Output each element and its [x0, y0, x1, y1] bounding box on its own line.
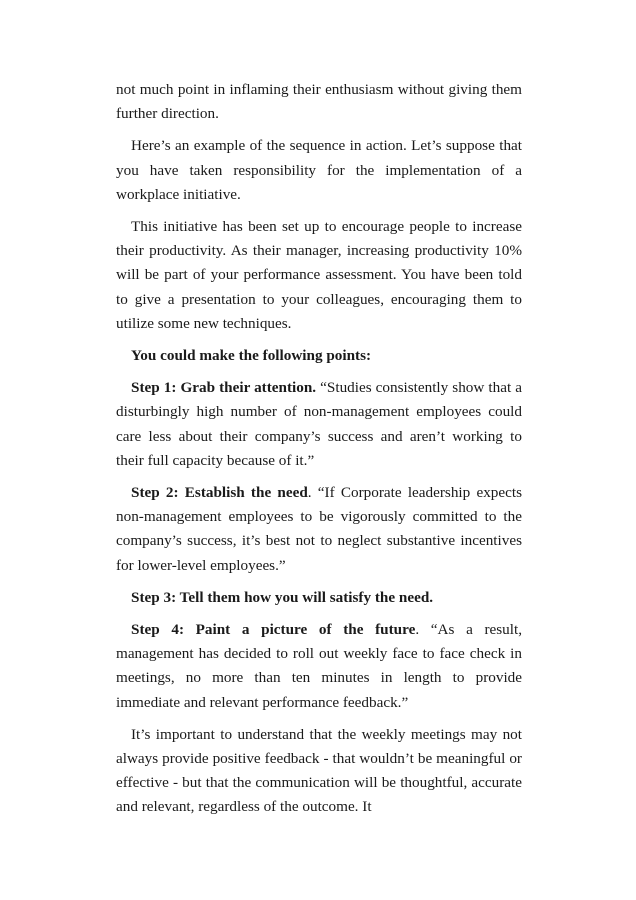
step-3-label: Step 3: Tell them how you will satisfy the need. — [131, 588, 434, 606]
step-1-label: Step 1: Grab their attention. — [131, 379, 317, 397]
points-heading: You could make the following points: — [131, 347, 372, 365]
step-4-label: Step 4: Paint a picture of the future — [131, 621, 416, 639]
step-1-text: “Studies consistently show that a disturbingly high number of non-management employees could care less about their company’s success and aren’t working to their full capacity because of it.” — [116, 379, 522, 469]
step-2-label: Step 2: Establish the need — [131, 484, 308, 502]
paragraph-important: It’s important to understand that the weekly meetings may not always provide positive feedback - that wouldn’t be meaningful or effective - but that the communication will be thoughtful, accurate and relevant, regardless of the outcome. It — [116, 725, 522, 816]
step-2-paragraph — [116, 481, 522, 578]
body-text — [116, 78, 522, 828]
paragraph-initiative: This initiative has been set up to encourage people to increase their productivity. As their manager, increasing productivity 10% will be part of your performance assessment. You have been told to give a presentation to your colleagues, encouraging them to utilize some new techniques. — [116, 218, 522, 332]
paragraph-continued: not much point in inflaming their enthusiasm without giving them further direction. — [116, 81, 522, 123]
step-2-text: . “If Corporate leadership expects non-management employees to be vigorously committed to the company’s success, it’s best not to neglect substantive incentives for lower-level employees.” — [116, 484, 522, 574]
step-4-paragraph — [116, 618, 522, 715]
step-1-paragraph — [116, 376, 522, 473]
step-4-text: . “As a result, management has decided to roll out weekly face to face check in meetings, no more than ten minutes in length to provide immediate and relevant performance feedback.” — [116, 621, 522, 711]
step-3-paragraph — [116, 586, 522, 610]
paragraph-example: Here’s an example of the sequence in action. Let’s suppose that you have taken responsibility for the implementation of a workplace initiative. — [116, 137, 522, 203]
